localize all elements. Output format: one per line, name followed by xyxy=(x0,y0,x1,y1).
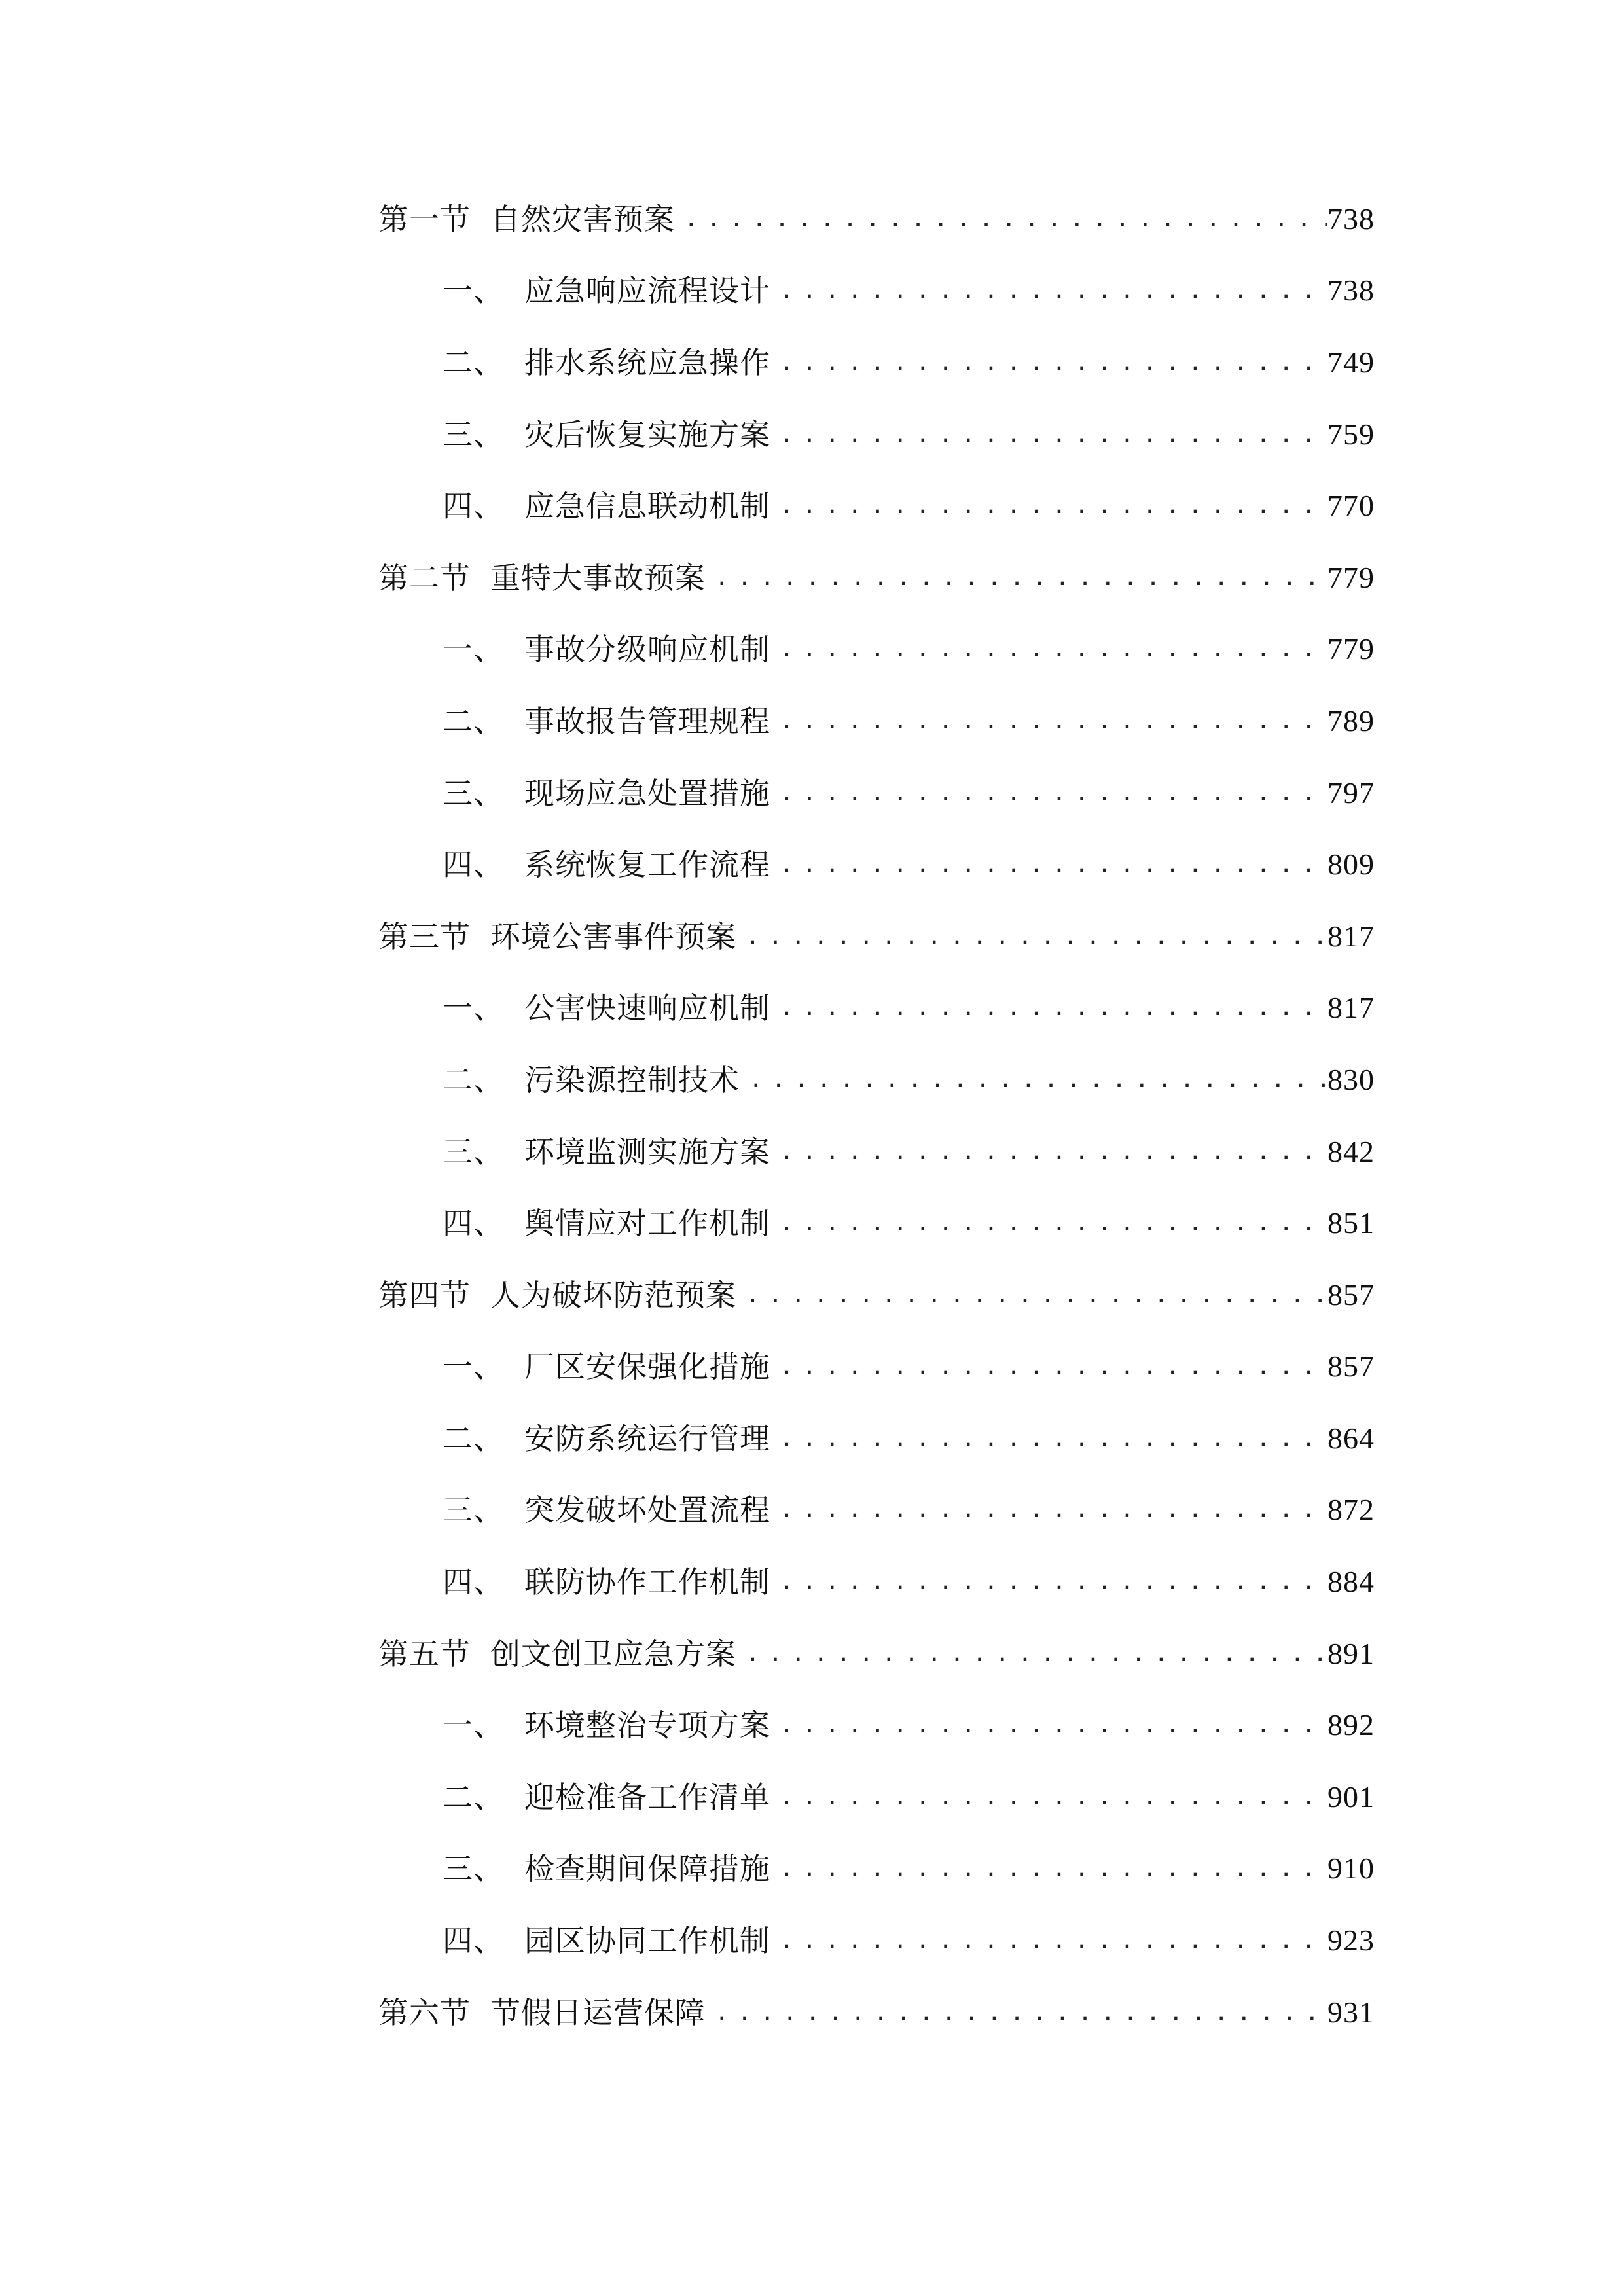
toc-entry-label xyxy=(442,1349,770,1385)
toc-item-number: 一、 xyxy=(442,1349,504,1385)
toc-section-row xyxy=(378,901,1375,973)
toc-page-number: 851 xyxy=(1327,1206,1375,1240)
toc-entry-title: 节假日运营保障 xyxy=(490,1994,706,2030)
toc-entry-title: 环境监测实施方案 xyxy=(524,1134,770,1170)
toc-page-number: 901 xyxy=(1327,1780,1375,1814)
toc-page-number: 830 xyxy=(1327,1062,1375,1096)
toc-item-row xyxy=(378,757,1375,829)
toc-page-number: 872 xyxy=(1327,1493,1375,1527)
toc-item-number: 四、 xyxy=(442,488,504,524)
toc-page-number: 738 xyxy=(1327,274,1375,308)
toc-entry-title: 系统恢复工作流程 xyxy=(524,847,770,883)
toc-item-row xyxy=(378,470,1375,542)
toc-leader-dots xyxy=(736,925,1327,948)
toc-item-row xyxy=(378,1331,1375,1403)
toc-item-number: 二、 xyxy=(442,344,504,380)
toc-item-row xyxy=(378,327,1375,399)
toc-leader-dots xyxy=(770,637,1327,661)
toc-item-number: 四、 xyxy=(442,1564,504,1600)
toc-entry-title: 污染源控制技术 xyxy=(524,1062,740,1098)
toc-page-number: 923 xyxy=(1327,1924,1375,1958)
toc-item-row xyxy=(378,1546,1375,1618)
toc-entry-title: 突发破坏处置流程 xyxy=(524,1492,770,1528)
toc-leader-dots xyxy=(706,566,1327,590)
toc-item-number: 一、 xyxy=(442,1708,504,1744)
toc-entry-title: 安防系统运行管理 xyxy=(524,1420,770,1456)
toc-entry-title: 舆情应对工作机制 xyxy=(524,1206,770,1242)
toc-section-row xyxy=(378,1618,1375,1690)
toc-entry-title: 自然灾害预案 xyxy=(490,201,675,237)
toc-item-number: 二、 xyxy=(442,703,504,739)
toc-entry-label xyxy=(442,990,770,1026)
toc-leader-dots xyxy=(770,423,1327,446)
toc-item-row xyxy=(378,1689,1375,1761)
toc-entry-label xyxy=(442,1851,770,1887)
toc-entry-label xyxy=(442,488,770,524)
toc-entry-title: 公害快速响应机制 xyxy=(524,990,770,1026)
toc-item-number: 三、 xyxy=(442,775,504,811)
toc-page-number: 891 xyxy=(1327,1636,1375,1670)
toc-item-row xyxy=(378,255,1375,327)
toc-entry-label xyxy=(442,273,770,309)
toc-entry-label xyxy=(442,344,770,380)
toc-item-row xyxy=(378,1187,1375,1259)
toc-entry-label xyxy=(442,1564,770,1600)
toc-entry-title: 重特大事故预案 xyxy=(490,560,706,596)
toc-item-number: 一、 xyxy=(442,990,504,1026)
toc-leader-dots xyxy=(770,781,1327,805)
toc-leader-dots xyxy=(770,1355,1327,1378)
toc-item-number: 二、 xyxy=(442,1062,504,1098)
toc-leader-dots xyxy=(770,351,1327,374)
toc-entry-title: 园区协同工作机制 xyxy=(524,1923,770,1959)
toc-item-row xyxy=(378,829,1375,901)
toc-entry-label xyxy=(442,1492,770,1528)
toc-page-number: 857 xyxy=(1327,1278,1375,1312)
toc-leader-dots xyxy=(770,1140,1327,1164)
toc-item-number: 四、 xyxy=(442,1923,504,1959)
toc-item-number: 二、 xyxy=(442,1420,504,1456)
toc-section-number: 第三节 xyxy=(378,918,471,954)
toc-section-number: 第五节 xyxy=(378,1636,471,1672)
toc-entry-label xyxy=(378,201,675,237)
toc-section-row xyxy=(378,183,1375,255)
toc-page-number: 892 xyxy=(1327,1708,1375,1742)
toc-entry-label xyxy=(442,703,770,739)
toc-entry-label xyxy=(442,847,770,883)
toc-item-row xyxy=(378,1833,1375,1905)
toc-item-row xyxy=(378,1403,1375,1475)
toc-page-number: 789 xyxy=(1327,704,1375,738)
toc-item-number: 三、 xyxy=(442,1134,504,1170)
toc-entry-title: 联防协作工作机制 xyxy=(524,1564,770,1600)
toc-entry-title: 厂区安保强化措施 xyxy=(524,1349,770,1385)
toc-page-number: 910 xyxy=(1327,1852,1375,1886)
toc-section-row xyxy=(378,1259,1375,1331)
toc-leader-dots xyxy=(770,494,1327,518)
toc-item-number: 一、 xyxy=(442,632,504,668)
toc-entry-label xyxy=(442,1708,770,1744)
toc-page-number: 864 xyxy=(1327,1421,1375,1455)
toc-page-number: 857 xyxy=(1327,1350,1375,1384)
toc-leader-dots xyxy=(675,207,1327,231)
toc-leader-dots xyxy=(740,1068,1327,1092)
toc-entry-title: 事故分级响应机制 xyxy=(524,632,770,668)
toc-entry-title: 检查期间保障措施 xyxy=(524,1851,770,1887)
toc-entry-label xyxy=(442,1134,770,1170)
toc-leader-dots xyxy=(770,1211,1327,1235)
toc-entry-title: 迎检准备工作清单 xyxy=(524,1779,770,1815)
toc-entry-label xyxy=(442,775,770,811)
toc-item-row xyxy=(378,685,1375,757)
toc-leader-dots xyxy=(770,1427,1327,1450)
toc-item-row xyxy=(378,973,1375,1045)
toc-page-number: 842 xyxy=(1327,1134,1375,1168)
toc-entry-label xyxy=(378,918,736,954)
toc-entry-label xyxy=(442,1923,770,1959)
toc-item-row xyxy=(378,1116,1375,1188)
toc-entry-title: 应急响应流程设计 xyxy=(524,273,770,309)
toc-entry-title: 排水系统应急操作 xyxy=(524,344,770,380)
toc-entry-label xyxy=(442,632,770,668)
toc-entry-title: 现场应急处置措施 xyxy=(524,775,770,811)
toc-item-row xyxy=(378,1475,1375,1547)
toc-leader-dots xyxy=(770,1929,1327,1952)
toc-leader-dots xyxy=(770,1857,1327,1880)
toc-entry-title: 应急信息联动机制 xyxy=(524,488,770,524)
toc-section-row xyxy=(378,1977,1375,2049)
toc-item-number: 三、 xyxy=(442,416,504,452)
toc-section-row xyxy=(378,542,1375,614)
toc-leader-dots xyxy=(770,1785,1327,1809)
toc-entry-label xyxy=(442,1062,740,1098)
toc-section-number: 第四节 xyxy=(378,1277,471,1313)
toc-leader-dots xyxy=(770,709,1327,733)
toc-leader-dots xyxy=(770,1713,1327,1737)
toc-leader-dots xyxy=(770,996,1327,1020)
toc-page-number: 738 xyxy=(1327,202,1375,236)
toc-entry-label xyxy=(378,1636,736,1672)
toc-item-row xyxy=(378,1761,1375,1833)
toc-page-number: 931 xyxy=(1327,1995,1375,2029)
toc-page-number: 884 xyxy=(1327,1565,1375,1599)
toc-item-number: 三、 xyxy=(442,1851,504,1887)
toc-item-number: 二、 xyxy=(442,1779,504,1815)
toc-entry-label xyxy=(442,416,770,452)
toc-leader-dots xyxy=(706,2001,1327,2024)
toc-entry-label xyxy=(442,1206,770,1242)
toc-page-number: 817 xyxy=(1327,991,1375,1025)
toc-page-number: 759 xyxy=(1327,417,1375,451)
toc-page-number: 809 xyxy=(1327,848,1375,882)
toc-item-number: 四、 xyxy=(442,1206,504,1242)
toc-entry-label xyxy=(378,1277,736,1313)
toc-entry-title: 环境公害事件预案 xyxy=(490,918,736,954)
toc-item-row xyxy=(378,614,1375,686)
toc-entry-title: 事故报告管理规程 xyxy=(524,703,770,739)
toc-entry-label xyxy=(378,1994,706,2030)
toc-item-row xyxy=(378,1905,1375,1977)
toc-entry-title: 人为破坏防范预案 xyxy=(490,1277,736,1313)
toc-page-number: 779 xyxy=(1327,560,1375,594)
toc-item-number: 三、 xyxy=(442,1492,504,1528)
toc-leader-dots xyxy=(770,853,1327,876)
toc-entry-title: 创文创卫应急方案 xyxy=(490,1636,736,1672)
toc-entry-label xyxy=(442,1779,770,1815)
toc-item-number: 四、 xyxy=(442,847,504,883)
toc-page-number: 797 xyxy=(1327,776,1375,810)
toc-section-number: 第一节 xyxy=(378,201,471,237)
toc-item-row xyxy=(378,399,1375,471)
table-of-contents xyxy=(378,183,1375,2048)
toc-page-number: 770 xyxy=(1327,489,1375,523)
toc-page-number: 817 xyxy=(1327,919,1375,953)
toc-entry-title: 灾后恢复实施方案 xyxy=(524,416,770,452)
toc-leader-dots xyxy=(770,1498,1327,1522)
toc-leader-dots xyxy=(736,1283,1327,1307)
toc-leader-dots xyxy=(736,1642,1327,1666)
toc-entry-label xyxy=(442,1420,770,1456)
toc-leader-dots xyxy=(770,1570,1327,1594)
toc-page-number: 749 xyxy=(1327,345,1375,379)
toc-item-row xyxy=(378,1044,1375,1116)
toc-item-number: 一、 xyxy=(442,273,504,309)
toc-page-number: 779 xyxy=(1327,632,1375,666)
toc-entry-title: 环境整治专项方案 xyxy=(524,1708,770,1744)
toc-section-number: 第二节 xyxy=(378,560,471,596)
toc-section-number: 第六节 xyxy=(378,1994,471,2030)
toc-leader-dots xyxy=(770,279,1327,302)
toc-entry-label xyxy=(378,560,706,596)
